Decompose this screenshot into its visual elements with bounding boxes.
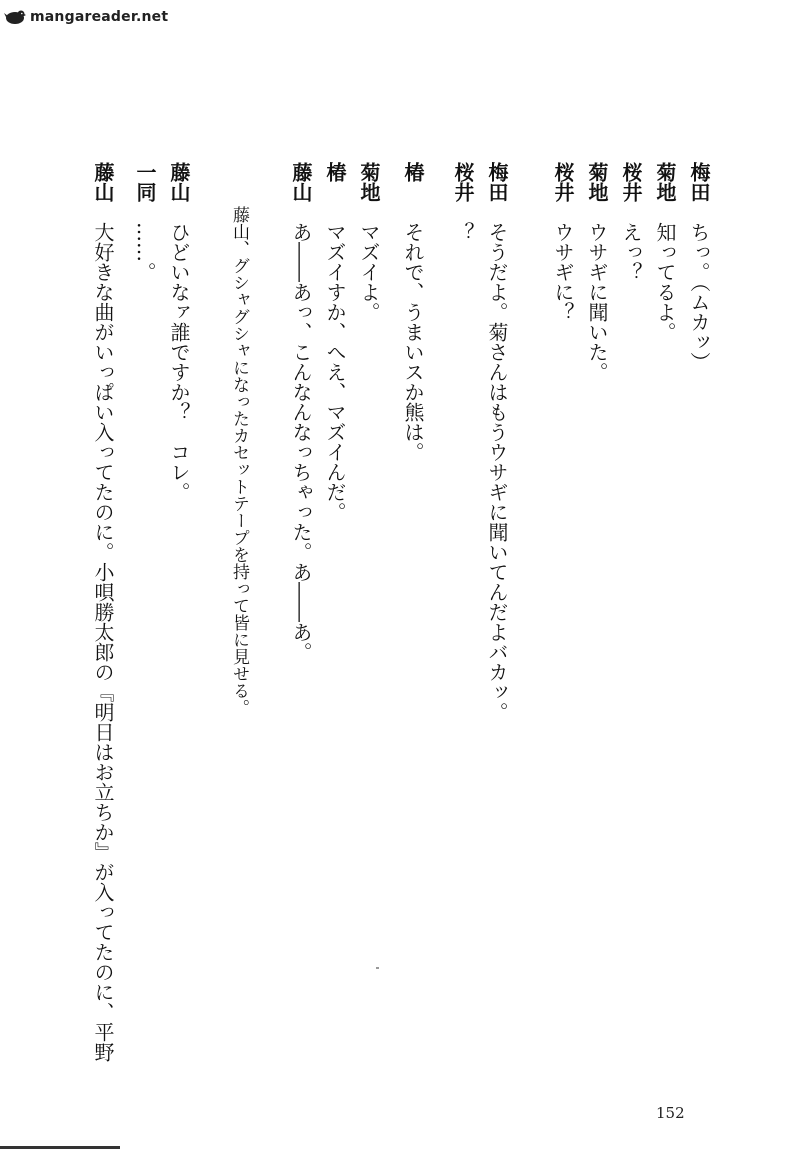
dialogue-line: それで、うまいスか熊は。: [401, 222, 425, 462]
speaker-name: 菊地: [357, 162, 381, 202]
speaker-name: 菊地: [653, 162, 677, 202]
dialogue-line: ウサギに聞いた。: [585, 222, 609, 382]
speaker-name: 藤山: [289, 162, 313, 202]
watermark-text: mangareader.net: [30, 9, 169, 25]
dialogue-line: ひどいなァ誰ですか？ コレ。: [167, 222, 191, 502]
dialogue-line: そうだよ。菊さんはもうウサギに聞いてんだよバカッ。: [485, 222, 509, 722]
dialogue-line: あ――あっ、こんなんなっちゃった。あ――あ。: [289, 222, 313, 662]
speaker-name: 梅田: [687, 162, 711, 202]
speaker-name: 梅田: [485, 162, 509, 202]
speaker-name: 一同: [133, 162, 157, 202]
speaker-name: 藤山: [167, 162, 191, 202]
dialogue-line: マズイすか、へえ、マズイんだ。: [323, 222, 347, 522]
speaker-name: 菊地: [585, 162, 609, 202]
speaker-name: 桜井: [551, 162, 575, 202]
speaker-name: 桜井: [451, 162, 475, 202]
dialogue-line: マズイよ。: [357, 222, 381, 322]
dialogue-line: ……。: [133, 222, 157, 282]
dialogue-line: ちっ。（ムカッ）: [687, 222, 711, 372]
speaker-name: 椿: [323, 162, 347, 182]
dialogue-line: えっ？: [619, 222, 643, 282]
dialogue-line: ？: [451, 222, 475, 242]
stage-direction: 藤山、グシャグシャになったカセットテープを持って皆に見せる。: [229, 206, 249, 716]
speaker-name: 椿: [401, 162, 425, 182]
dialogue-line: 大好きな曲がいっぱい入ってたのに。小唄勝太郎の『明日はお立ちか』が入ってたのに、平野: [91, 222, 115, 1062]
page-number: 152: [656, 1104, 685, 1122]
speaker-name: 藤山: [91, 162, 115, 202]
speaker-name: 桜井: [619, 162, 643, 202]
bottom-rule: [0, 1146, 120, 1149]
paper-speck: [376, 967, 379, 969]
dialogue-line: 知ってるよ。: [653, 222, 677, 342]
dialogue-line: ウサギに？: [551, 222, 575, 322]
